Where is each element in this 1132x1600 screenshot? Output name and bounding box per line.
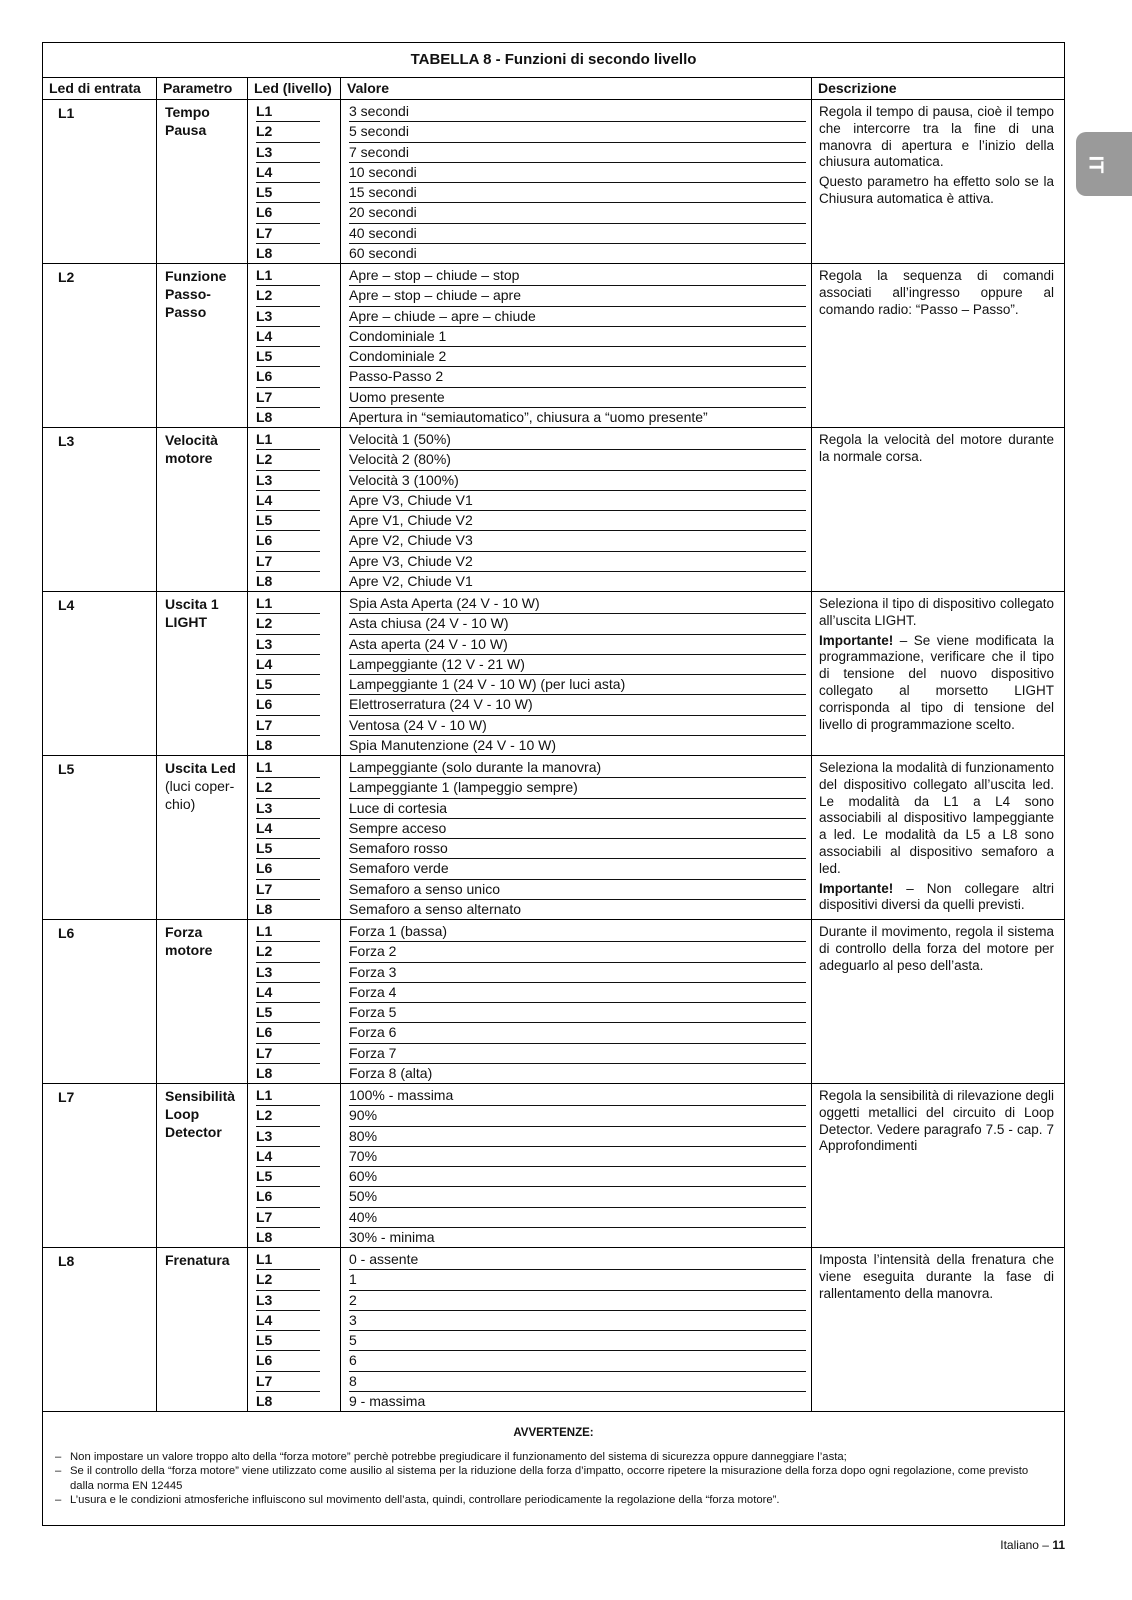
level-label: L4 [256, 655, 320, 675]
description-text: Imposta l’intensità della frenatura che viene eseguita durante la fase di rallentamento della manovra. [819, 1252, 1054, 1301]
parametro-line: Tempo [165, 104, 210, 120]
value-item: Apre – stop – chiude – stop [349, 266, 806, 286]
description-text: Regola la sequenza di comandi associati all’ingresso oppure al comando radio: “Passo – Passo”. [819, 268, 1054, 317]
value-item: Forza 2 [349, 942, 806, 962]
value-item: 15 secondi [349, 183, 806, 203]
parametro-cell [157, 756, 248, 919]
value-item: Apre V2, Chiude V3 [349, 531, 806, 551]
value-item: Forza 1 (bassa) [349, 922, 806, 942]
level-label: L3 [256, 307, 320, 327]
level-label: L4 [256, 327, 320, 347]
level-label: L6 [256, 859, 320, 879]
page-number: 11 [1052, 1538, 1065, 1552]
description-paragraph [819, 596, 1054, 630]
level-label: L6 [256, 1351, 320, 1371]
descrizione-cell [812, 264, 1064, 427]
level-label: L3 [256, 963, 320, 983]
descrizione-cell [812, 428, 1064, 591]
level-label: L1 [256, 758, 320, 778]
level-label: L5 [256, 1167, 320, 1187]
value-item: 20 secondi [349, 203, 806, 223]
value-item: 6 [349, 1351, 806, 1371]
description-text: Durante il movimento, regola il sistema di controllo della forza del motore per adeguarlo al peso dell’asta. [819, 924, 1054, 973]
level-label: L5 [256, 347, 320, 367]
value-item: 10 secondi [349, 163, 806, 183]
value-item: 5 [349, 1331, 806, 1351]
warning-dash: – [55, 1494, 62, 1506]
table-group [43, 592, 1064, 756]
level-label: L5 [256, 839, 320, 859]
function-table [42, 42, 1065, 1526]
parametro-line: Funzione [165, 268, 227, 284]
level-label: L3 [256, 1127, 320, 1147]
level-label: L6 [256, 1187, 320, 1207]
level-label: L1 [256, 922, 320, 942]
level-label: L2 [256, 942, 320, 962]
parametro-cell [157, 1084, 248, 1247]
valore-cell [341, 592, 812, 755]
value-item: Asta chiusa (24 V - 10 W) [349, 614, 806, 634]
value-item: Apre V1, Chiude V2 [349, 511, 806, 531]
value-item: Forza 8 (alta) [349, 1065, 433, 1082]
level-label: L3 [256, 143, 320, 163]
value-item: 30% - minima [349, 1229, 435, 1246]
description-text: Seleziona la modalità di funzionamento del dispositivo collegato all’uscita led. Le modalità da L1 a L4 sono associabili al dispositivo lampeggiante a led. Le modalità da L5 a L8 sono associabili al dispositivo semaforo a led. [819, 760, 1054, 876]
value-item: 9 - massima [349, 1393, 426, 1410]
warning-text: Se il controllo della “forza motore” viene utilizzato come ausilio al sistema per la riduzione della forza d’impatto, occorre ripetere la misurazione della forza dopo ogni regolazione, come previsto dalla norma EN 12445 [70, 1465, 1029, 1492]
language-tab[interactable] [1076, 132, 1132, 196]
value-item: 3 secondi [349, 102, 806, 122]
value-item: Apre – chiude – apre – chiude [349, 307, 806, 327]
value-item: 60 secondi [349, 245, 417, 262]
level-label: L8 [256, 409, 273, 426]
value-item: Elettroserratura (24 V - 10 W) [349, 695, 806, 715]
level-label: L6 [256, 531, 320, 551]
level-label: L2 [256, 778, 320, 798]
value-item: Forza 7 [349, 1044, 806, 1064]
level-label: L1 [256, 266, 320, 286]
led-livello-cell [248, 1248, 341, 1411]
table-group [43, 428, 1064, 592]
parametro-cell [157, 428, 248, 591]
parametro-line: (luci coper- [165, 778, 235, 794]
parametro-line: motore [165, 450, 213, 466]
led-entrata-cell: L8 [43, 1248, 157, 1411]
value-item: Velocità 3 (100%) [349, 471, 806, 491]
level-label: L7 [256, 552, 320, 572]
warning-item [55, 1464, 1052, 1493]
value-item: Forza 6 [349, 1023, 806, 1043]
led-livello-cell [248, 264, 341, 427]
level-label: L7 [256, 716, 320, 736]
description-paragraph [819, 881, 1054, 915]
parametro-cell [157, 100, 248, 263]
level-label: L5 [256, 1003, 320, 1023]
level-label: L8 [256, 245, 273, 262]
value-item: Semaforo a senso unico [349, 880, 806, 900]
level-label: L1 [256, 594, 320, 614]
value-item: Apre V3, Chiude V2 [349, 552, 806, 572]
value-item: Semaforo verde [349, 859, 806, 879]
value-item: Ventosa (24 V - 10 W) [349, 716, 806, 736]
level-label: L2 [256, 1270, 320, 1290]
level-label: L5 [256, 1331, 320, 1351]
level-label: L7 [256, 1044, 320, 1064]
table-group [43, 1248, 1064, 1412]
level-label: L6 [256, 695, 320, 715]
level-label: L2 [256, 1106, 320, 1126]
header-led-entrata: Led di entrata [43, 78, 157, 99]
parametro-line: Passo [165, 304, 207, 320]
value-item: 5 secondi [349, 122, 806, 142]
level-label: L3 [256, 1291, 320, 1311]
warning-text: Non impostare un valore troppo alto della “forza motore” perchè potrebbe pregiudicare il funzionamento del sistema di sicurezza oppure danneggiare l’asta; [70, 1450, 847, 1463]
parametro-line: Velocità [165, 432, 218, 448]
level-label: L2 [256, 286, 320, 306]
description-text: – Se viene modificata la programmazione, verificare che il tipo di tensione del nuovo dispositivo collegato al morsetto LIGHT corrisponda al tipo di tensione del livello di programmazione scelto. [819, 632, 1054, 732]
header-parametro: Parametro [157, 78, 248, 99]
value-item: Forza 5 [349, 1003, 806, 1023]
page-footer [1000, 1538, 1065, 1552]
descrizione-cell [812, 1084, 1064, 1247]
value-item: Passo-Passo 2 [349, 367, 806, 387]
parametro-line: Passo- [165, 286, 211, 302]
warning-dash: – [55, 1465, 62, 1477]
value-item: 3 [349, 1311, 806, 1331]
description-text: – Non collegare altri dispositivi diversi da quelli previsti. [819, 880, 1054, 913]
level-label: L4 [256, 1147, 320, 1167]
led-entrata-cell: L3 [43, 428, 157, 591]
level-label: L2 [256, 614, 320, 634]
valore-cell [341, 428, 812, 591]
level-label: L7 [256, 388, 320, 408]
description-paragraph [819, 268, 1054, 318]
led-livello-cell [248, 920, 341, 1083]
table-body [43, 100, 1064, 1412]
valore-cell [341, 1084, 812, 1247]
level-label: L7 [256, 880, 320, 900]
level-label: L1 [256, 430, 320, 450]
parametro-cell [157, 264, 248, 427]
warning-item [55, 1450, 1052, 1465]
parametro-line: Detector [165, 1124, 222, 1140]
descrizione-cell [812, 920, 1064, 1083]
description-paragraph [819, 1088, 1054, 1155]
value-item: Forza 4 [349, 983, 806, 1003]
level-label: L8 [256, 1065, 273, 1082]
led-livello-cell [248, 592, 341, 755]
description-text: Regola il tempo di pausa, cioè il tempo che intercorre tra la fine di una manovra di apertura e l’inizio della chiusura automatica. [819, 104, 1054, 170]
led-livello-cell [248, 1084, 341, 1247]
level-label: L2 [256, 450, 320, 470]
description-paragraph [819, 633, 1054, 734]
description-paragraph [819, 174, 1054, 208]
header-led-livello: Led (livello) [248, 78, 341, 99]
level-label: L3 [256, 799, 320, 819]
value-item: Condominiale 2 [349, 347, 806, 367]
value-item: 40 secondi [349, 224, 806, 244]
level-label: L6 [256, 1023, 320, 1043]
valore-cell [341, 920, 812, 1083]
level-label: L7 [256, 1208, 320, 1228]
parametro-line: Uscita Led [165, 760, 236, 776]
warning-item [55, 1493, 1052, 1508]
parametro-line: Pausa [165, 122, 207, 138]
led-livello-cell [248, 756, 341, 919]
warning-dash: – [55, 1450, 62, 1463]
value-item: 2 [349, 1291, 806, 1311]
value-item: Velocità 2 (80%) [349, 450, 806, 470]
level-label: L4 [256, 163, 320, 183]
warning-text: L’usura e le condizioni atmosferiche influiscono sul movimento dell’asta, quindi, controllare periodicamente la regolazione della “forza motore”. [70, 1494, 780, 1506]
value-item: 60% [349, 1167, 806, 1187]
description-emphasis: Importante! [819, 632, 894, 648]
level-label: L3 [256, 471, 320, 491]
led-entrata-cell: L5 [43, 756, 157, 919]
valore-cell [341, 100, 812, 263]
value-item: 100% - massima [349, 1086, 806, 1106]
header-descrizione: Descrizione [818, 80, 897, 96]
level-label: L7 [256, 1372, 320, 1392]
descrizione-cell [812, 1248, 1064, 1411]
level-label: L3 [256, 635, 320, 655]
level-label: L7 [256, 224, 320, 244]
parametro-cell [157, 1248, 248, 1411]
valore-cell [341, 756, 812, 919]
parametro-line: chio) [165, 796, 196, 812]
value-item: Sempre acceso [349, 819, 806, 839]
footer-language: Italiano – [1000, 1538, 1049, 1552]
value-item: Semaforo rosso [349, 839, 806, 859]
parametro-line: Forza [165, 924, 203, 940]
parametro-cell [157, 592, 248, 755]
description-text: Seleziona il tipo di dispositivo collegato all’uscita LIGHT. [819, 596, 1054, 628]
value-item: Luce di cortesia [349, 799, 806, 819]
value-item: Condominiale 1 [349, 327, 806, 347]
valore-cell [341, 264, 812, 427]
level-label: L1 [256, 1086, 320, 1106]
value-item: Lampeggiante 1 (lampeggio sempre) [349, 778, 806, 798]
level-label: L8 [256, 573, 273, 590]
level-label: L8 [256, 1393, 273, 1410]
description-paragraph [819, 104, 1054, 171]
level-label: L1 [256, 102, 320, 122]
description-emphasis: Importante! [819, 880, 894, 896]
level-label: L8 [256, 737, 273, 754]
value-item: Forza 3 [349, 963, 806, 983]
value-item: Spia Manutenzione (24 V - 10 W) [349, 737, 556, 754]
value-item: Lampeggiante (12 V - 21 W) [349, 655, 806, 675]
level-label: L8 [256, 901, 273, 918]
value-item: 70% [349, 1147, 806, 1167]
value-item: Apre V2, Chiude V1 [349, 573, 473, 590]
parametro-line: motore [165, 942, 213, 958]
level-label: L4 [256, 819, 320, 839]
level-label: L6 [256, 367, 320, 387]
level-label: L5 [256, 183, 320, 203]
level-label: L4 [256, 983, 320, 1003]
parametro-line: Uscita 1 [165, 596, 219, 612]
table-group [43, 264, 1064, 428]
led-entrata-cell: L7 [43, 1084, 157, 1247]
value-item: 90% [349, 1106, 806, 1126]
table-group [43, 756, 1064, 920]
value-item: Semaforo a senso alternato [349, 901, 521, 918]
table-group [43, 1084, 1064, 1248]
value-item: Asta aperta (24 V - 10 W) [349, 635, 806, 655]
level-label: L4 [256, 1311, 320, 1331]
value-item: Apertura in “semiautomatico”, chiusura a “uomo presente” [349, 409, 708, 426]
description-paragraph [819, 760, 1054, 878]
parametro-line: Sensibilità [165, 1088, 236, 1104]
value-item: 1 [349, 1270, 806, 1290]
descrizione-cell [812, 100, 1064, 263]
parametro-line: LIGHT [165, 614, 207, 630]
level-label: L4 [256, 491, 320, 511]
value-item: Apre V3, Chiude V1 [349, 491, 806, 511]
description-text: Regola la sensibilità di rilevazione degli oggetti metallici del circuito di Loop Detector. Vedere paragrafo 7.5 - cap. 7 Approfondimenti [819, 1088, 1054, 1154]
value-item: 8 [349, 1372, 806, 1392]
description-paragraph [819, 432, 1054, 466]
parametro-line: Frenatura [165, 1252, 230, 1268]
level-label: L5 [256, 511, 320, 531]
table-group [43, 100, 1064, 264]
descrizione-cell [812, 592, 1064, 755]
table-header-row [43, 78, 1064, 100]
description-text: Regola la velocità del motore durante la normale corsa. [819, 432, 1054, 464]
led-livello-cell [248, 100, 341, 263]
led-entrata-cell: L4 [43, 592, 157, 755]
led-entrata-cell: L2 [43, 264, 157, 427]
value-item: 50% [349, 1187, 806, 1207]
value-item: Lampeggiante (solo durante la manovra) [349, 758, 806, 778]
level-label: L1 [256, 1250, 320, 1270]
level-label: L2 [256, 122, 320, 142]
led-livello-cell [248, 428, 341, 591]
description-paragraph [819, 924, 1054, 974]
led-entrata-cell: L1 [43, 100, 157, 263]
value-item: 7 secondi [349, 143, 806, 163]
parametro-cell [157, 920, 248, 1083]
value-item: Lampeggiante 1 (24 V - 10 W) (per luci asta) [349, 675, 806, 695]
header-valore: Valore [341, 78, 812, 99]
led-entrata-cell: L6 [43, 920, 157, 1083]
value-item: Uomo presente [349, 388, 806, 408]
value-item: 80% [349, 1127, 806, 1147]
description-paragraph [819, 1252, 1054, 1302]
level-label: L5 [256, 675, 320, 695]
table-group [43, 920, 1064, 1084]
value-item: 0 - assente [349, 1250, 806, 1270]
value-item: 40% [349, 1208, 806, 1228]
description-text: Questo parametro ha effetto solo se la Chiusura automatica è attiva. [819, 174, 1054, 206]
value-item: Spia Asta Aperta (24 V - 10 W) [349, 594, 806, 614]
level-label: L8 [256, 1229, 273, 1246]
language-tab-label: IT [1084, 155, 1107, 174]
valore-cell [341, 1248, 812, 1411]
value-item: Velocità 1 (50%) [349, 430, 806, 450]
warnings-box [43, 1412, 1064, 1508]
parametro-line: Loop [165, 1106, 200, 1122]
warnings-title: AVVERTENZE: [513, 1427, 594, 1439]
descrizione-cell [812, 756, 1064, 919]
table-title: TABELLA 8 - Funzioni di secondo livello [43, 43, 1064, 78]
value-item: Apre – stop – chiude – apre [349, 286, 806, 306]
level-label: L6 [256, 203, 320, 223]
warnings-list [55, 1450, 1052, 1508]
